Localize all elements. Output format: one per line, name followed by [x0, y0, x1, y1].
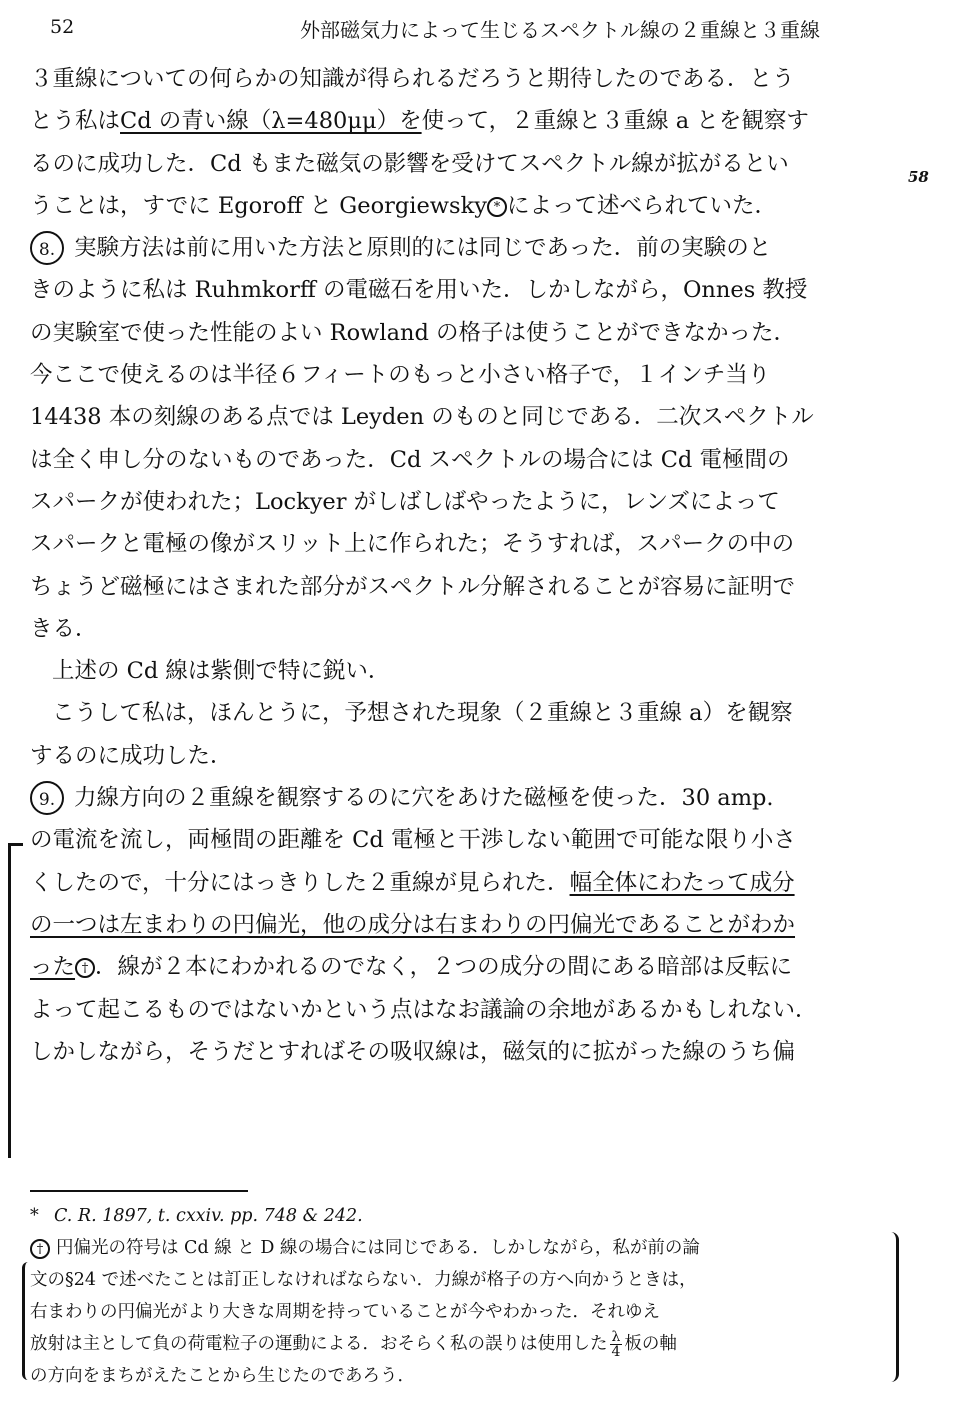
- footnote-mark: *: [30, 1206, 39, 1226]
- text-line: [30, 946, 872, 988]
- footnote-ref-circled: *: [487, 197, 507, 217]
- footnote-line: 右まわりの円偏光がより大きな周期を持っていることが今やわかった．それゆえ: [30, 1302, 660, 1322]
- text-line: するのに成功した．: [30, 742, 233, 769]
- text-line: よって起こるものではないかという点はなお議論の余地があるかもしれない．: [30, 996, 818, 1023]
- footnote-bracket-right: [886, 1232, 899, 1382]
- text-line: [30, 100, 872, 142]
- text-span: くしたので，十分にはっきりした２重線が見られた．: [30, 869, 570, 896]
- footnote-line: の方向をまちがえたことから生じたのであろう．: [30, 1366, 415, 1386]
- section-bracket: [8, 843, 23, 1158]
- margin-number: 58: [908, 168, 929, 186]
- text-line: [30, 862, 872, 904]
- text-line: は全く申し分のないものであった．Cd スペクトルの場合には Cd 電極間の: [30, 446, 790, 473]
- footnote-line: [30, 1328, 872, 1360]
- text-span: 実験方法は前に用いた方法と原則的には同じであった．前の実験のと: [74, 235, 772, 262]
- body-text: [30, 58, 872, 1073]
- footnote: [30, 1232, 872, 1264]
- text-line: ちょうど磁極にはさまれた部分がスペクトル分解されることが容易に証明で: [30, 573, 796, 600]
- text-line: きる．: [30, 615, 98, 642]
- text-line: [30, 904, 872, 946]
- text-span: 力線方向の２重線を観察するのに穴をあけた磁極を使った．30 amp.: [74, 785, 774, 812]
- text-line: 上述の Cd 線は紫側で特に鋭い．: [52, 658, 391, 685]
- fraction-denominator: 4: [611, 1344, 621, 1360]
- text-span: とう私は: [30, 108, 121, 135]
- text-span: ．線が２本にわかれるのでなく，２つの成分の間にある暗部は反転に: [95, 954, 793, 981]
- footnote-ref-circled: †: [75, 958, 95, 978]
- text-line: [30, 227, 872, 269]
- footnotes: [30, 1200, 872, 1392]
- text-line: るのに成功した．Cd もまた磁気の影響を受けてスペクトル線が拡がるとい: [30, 150, 789, 177]
- text-line: きのように私は Ruhmkorff の電磁石を用いた．しかしながら，Onnes 教授: [30, 277, 808, 304]
- text-line: [30, 777, 872, 819]
- text-line: ３重線についての何らかの知識が得られるだろうと期待したのである．とう: [30, 66, 795, 92]
- text-span: 使って，２重線と３重線 a とを観察す: [421, 108, 809, 135]
- text-line: スパークが使われた；Lockyer がしばしばやったように，レンズによって: [30, 488, 780, 515]
- text-line: こうして私は，ほんとうに，予想された現象（２重線と３重線 a）を観察: [52, 700, 793, 727]
- underlined-text: 幅全体にわたって成分: [569, 869, 795, 896]
- text-span: によって述べられていた．: [506, 192, 777, 219]
- footnote-line: 文の§24 で述べたことは訂正しなければならない．力線が格子の方へ向かうときは，: [30, 1270, 697, 1290]
- text-line: 14438 本の刻線のある点では Leyden のものと同じである．二次スペクトル: [30, 404, 814, 431]
- underlined-text: Cd の青い線（λ=480μμ）を: [120, 108, 422, 135]
- section-number-circled: 9.: [30, 781, 64, 815]
- running-title: 外部磁気力によって生じるスペクトル線の２重線と３重線: [300, 18, 820, 42]
- footnote-text: 円偏光の符号は Cd 線 と D 線の場合には同じである．しかしながら，私が前の論: [56, 1238, 700, 1258]
- text-line: しかしながら，そうだとすればその吸収線は，磁気的に拡がった線のうち偏: [30, 1038, 796, 1065]
- text-line: の電流を流し，両極間の距離を Cd 電極と干渉しない範囲で可能な限り小さ: [30, 827, 796, 854]
- text-span: うことは，すでに Egoroff と Georgiewsky: [30, 192, 487, 219]
- page-number: 52: [50, 16, 75, 38]
- footnote-text: 放射は主として負の荷電粒子の運動による．おそらく私の誤りは使用した: [30, 1334, 608, 1354]
- footnote-rule: [30, 1190, 248, 1192]
- text-line: の実験室で使った性能のよい Rowland の格子は使うことができなかった．: [30, 319, 797, 346]
- fraction-numerator: λ: [610, 1330, 623, 1345]
- fraction: [610, 1330, 623, 1359]
- footnote-mark-circled: †: [30, 1239, 50, 1259]
- footnote-text: C. R. 1897, t. cxxiv. pp. 748 & 242.: [54, 1206, 363, 1226]
- underlined-text: った: [30, 954, 76, 981]
- text-line: 今ここで使えるのは半径６フィートのもっと小さい格子で，１インチ当り: [30, 362, 771, 389]
- footnote: [30, 1200, 872, 1232]
- text-line: [30, 185, 872, 227]
- text-line: スパークと電極の像がスリット上に作られた；そうすれば，スパークの中の: [30, 531, 795, 558]
- underlined-text: の一つは左まわりの円偏光，他の成分は右まわりの円偏光であることがわか: [30, 911, 796, 938]
- footnote-text: 板の軸: [624, 1334, 677, 1354]
- section-number-circled: 8.: [30, 231, 64, 265]
